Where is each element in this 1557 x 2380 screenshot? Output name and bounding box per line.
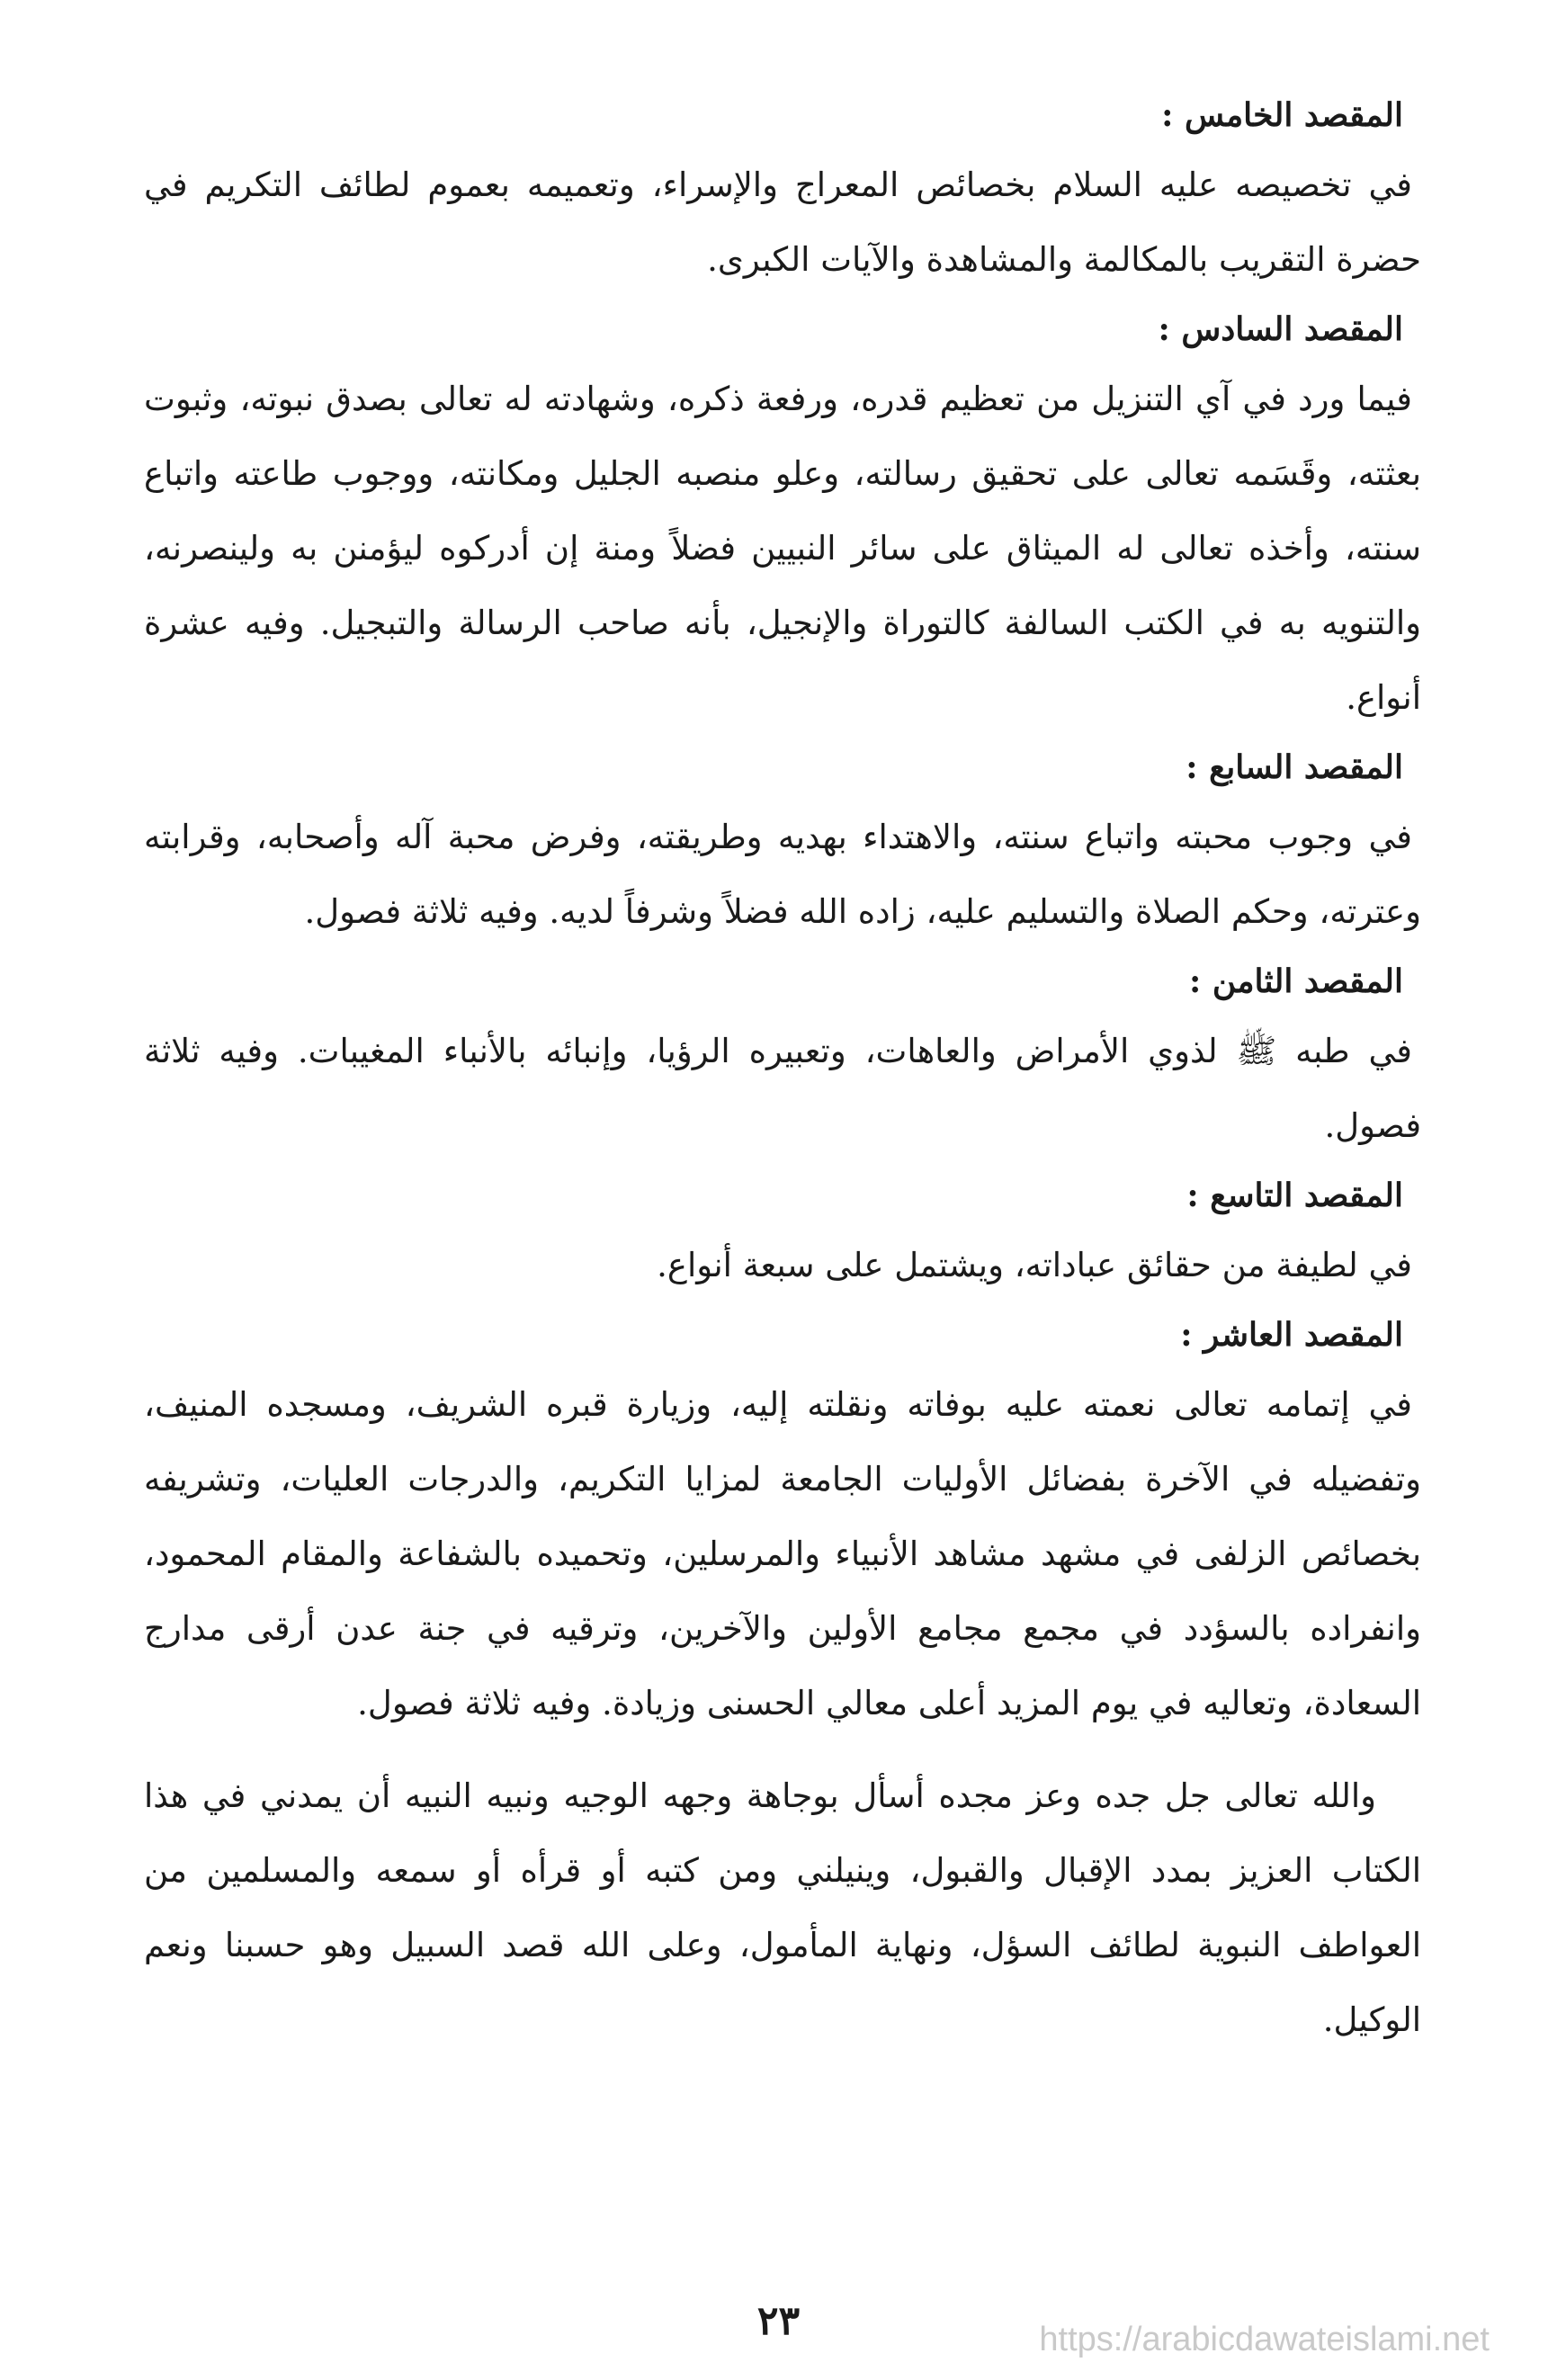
section-text: في لطيفة من حقائق عباداته، ويشتمل على سبعة أنواع. <box>657 1246 1412 1284</box>
watermark-url: https://arabicdawateislami.net <box>1039 2321 1490 2358</box>
section-heading: المقصد السابع : <box>1186 748 1403 786</box>
section-heading: المقصد الثامن : <box>1189 962 1403 1000</box>
page-number: ٢٣ <box>756 2298 801 2344</box>
section-maqsad-7 <box>144 742 1421 949</box>
section-text: في تخصيصه عليه السلام بخصائص المعراج والإسراء، وتعميمه بعموم لطائف التكريم في حضرة التقريب بالمكالمة والمشاهدة والآيات الكبرى. <box>144 166 1421 279</box>
section-maqsad-10 <box>144 1310 1421 1740</box>
section-heading: المقصد العاشر : <box>1180 1316 1403 1354</box>
section-text: في طبه ﷺ لذوي الأمراض والعاهات، وتعبيره الرؤيا، وإنبائه بالأنباء المغيبات. وفيه ثلاثة فصول. <box>144 1032 1421 1145</box>
closing-paragraph: والله تعالى جل جده وعز مجده أسأل بوجاهة وجهه الوجيه ونبيه النبيه أن يمدني في هذا الكتاب العزيز بمدد الإقبال والقبول، وينيلني ومن كتبه أو قرأه أو سمعه والمسلمين من العواطف النبوية لطائف السؤل، ونهاية المأمول، وعلى الله قصد السبيل وهو حسبنا ونعم الوكيل. <box>144 1776 1421 2039</box>
section-heading: المقصد التاسع : <box>1186 1177 1403 1214</box>
section-maqsad-5 <box>144 90 1421 297</box>
section-maqsad-8 <box>144 956 1421 1163</box>
section-maqsad-6 <box>144 304 1421 735</box>
section-heading: المقصد السادس : <box>1158 310 1403 348</box>
section-text: فيما ورد في آي التنزيل من تعظيم قدره، ورفعة ذكره، وشهادته له تعالى بصدق نبوته، وثبوت بعثته، وقَسَمه تعالى على تحقيق رسالته، وعلو منصبه الجليل ومكانته، ووجوب طاعته واتباع سنته، وأخذه تعالى له الميثاق على سائر النبيين فضلاً ومنة إن أدركوه ليؤمنن به ولينصرنه، والتنويه به في الكتب السالفة كالتوراة والإنجيل، بأنه صاحب الرسالة والتبجيل. وفيه عشرة أنواع. <box>144 380 1421 717</box>
section-text: في إتمامه تعالى نعمته عليه بوفاته ونقلته إليه، وزيارة قبره الشريف، ومسجده المنيف، وتفضيله في الآخرة بفضائل الأوليات الجامعة لمزايا التكريم، والدرجات العليات، وتشريفه بخصائص الزلفى في مشهد مشاهد الأنبياء والمرسلين، وتحميده بالشفاعة والمقام المحمود، وانفراده بالسؤدد في مجمع مجامع الأولين والآخرين، وترقيه في جنة عدن أرقى مدارج السعادة، وتعاليه في يوم المزيد أعلى معالي الحسنى وزيادة. وفيه ثلاثة فصول. <box>144 1385 1421 1722</box>
section-text: في وجوب محبته واتباع سنته، والاهتداء بهديه وطريقته، وفرض محبة آله وأصحابه، وقرابته وعترته، وحكم الصلاة والتسليم عليه، زاده الله فضلاً وشرفاً لديه. وفيه ثلاثة فصول. <box>144 818 1421 931</box>
page-body <box>144 90 1421 2231</box>
section-heading: المقصد الخامس : <box>1161 96 1403 134</box>
section-maqsad-9 <box>144 1170 1421 1302</box>
